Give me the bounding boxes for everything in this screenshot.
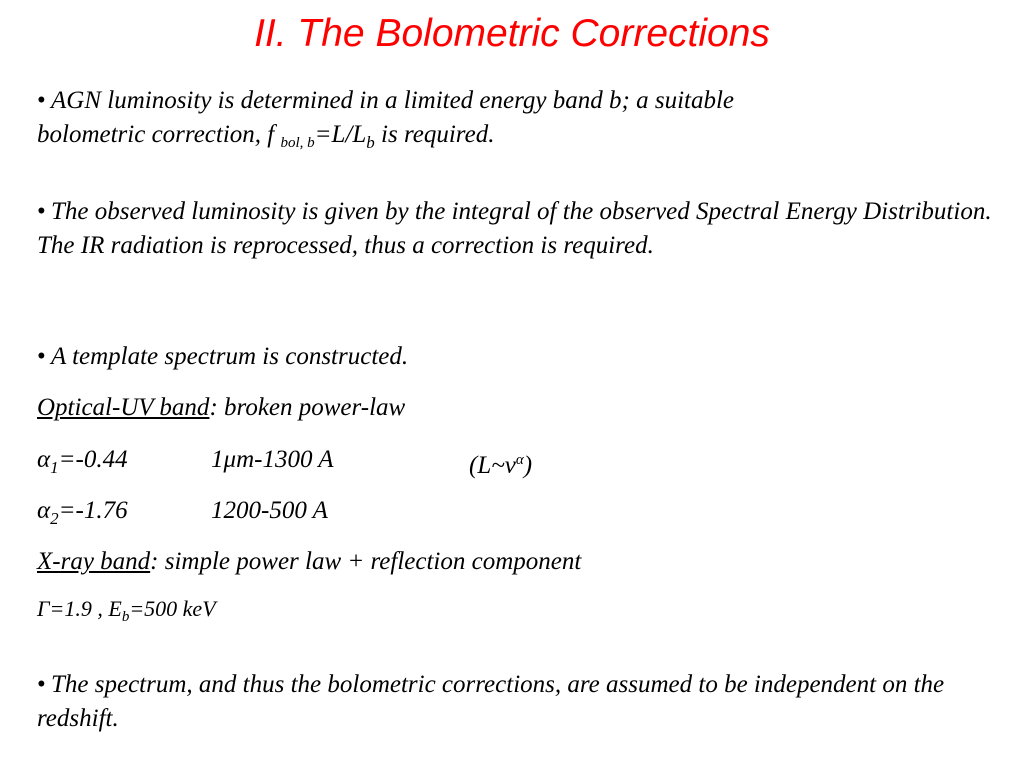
gamma-sub-b: b [121, 609, 130, 625]
alpha1-symbol: α [37, 446, 51, 473]
mu-symbol: μ [223, 446, 237, 473]
paragraph-template-spectrum [37, 340, 997, 374]
gamma-post: =500 keV [129, 596, 216, 621]
alpha2-symbol: α [37, 497, 51, 524]
gamma-value: =1.9 , E [49, 596, 122, 621]
p1-line2-pre: bolometric correction, f [37, 121, 281, 148]
alpha2-sub: 2 [50, 509, 59, 528]
alpha1-line [37, 443, 997, 477]
paragraph-observed-luminosity [37, 195, 997, 263]
p2-text: The observed luminosity is given by the integral of the observed Spectral Energy Distribution. The IR radiation is reprocessed, thus a correction is required. [37, 198, 992, 259]
optical-uv-line [37, 391, 997, 425]
bullet-icon: • [37, 87, 46, 114]
bullet-icon: • [37, 343, 46, 370]
gamma-line [37, 594, 216, 632]
alpha1-range: 1μm-1300 A [211, 446, 334, 473]
xray-label: X-ray band [37, 548, 151, 575]
p1-line2-mid: =L/L [314, 121, 367, 148]
optical-uv-label: Optical-UV band [37, 394, 210, 421]
paragraph-agn-luminosity [37, 84, 997, 160]
paragraph-redshift [37, 668, 997, 736]
alpha-superscript: α [515, 452, 524, 468]
alpha2-line [37, 494, 997, 528]
p1-line2-post: is required. [374, 121, 495, 148]
p3-text: A template spectrum is constructed. [51, 343, 409, 370]
alpha2-value: =-1.76 [58, 497, 128, 524]
gamma-symbol: Γ [37, 596, 50, 621]
p1-sub-bol: bol, b [280, 135, 315, 151]
alpha2-range: 1200-500 A [211, 497, 328, 524]
p4-text: The spectrum, and thus the bolometric corrections, are assumed to be independent on the redshift. [37, 671, 945, 732]
xray-line [37, 545, 997, 579]
optical-uv-desc: : broken power-law [209, 394, 406, 421]
alpha1-value: =-0.44 [58, 446, 128, 473]
alpha1-note: $(L\sim\nu^\alpha)$ [469, 452, 533, 479]
p1-line1: AGN luminosity is determined in a limited energy band b; a suitable [51, 87, 735, 114]
bullet-icon: • [37, 198, 46, 225]
slide-title: II. The Bolometric Corrections [254, 12, 770, 55]
alpha1-sub: 1 [50, 458, 59, 477]
p1-sub-b: b [366, 133, 375, 152]
bullet-icon: • [37, 671, 46, 698]
xray-desc: : simple power law + reflection component [150, 548, 582, 575]
